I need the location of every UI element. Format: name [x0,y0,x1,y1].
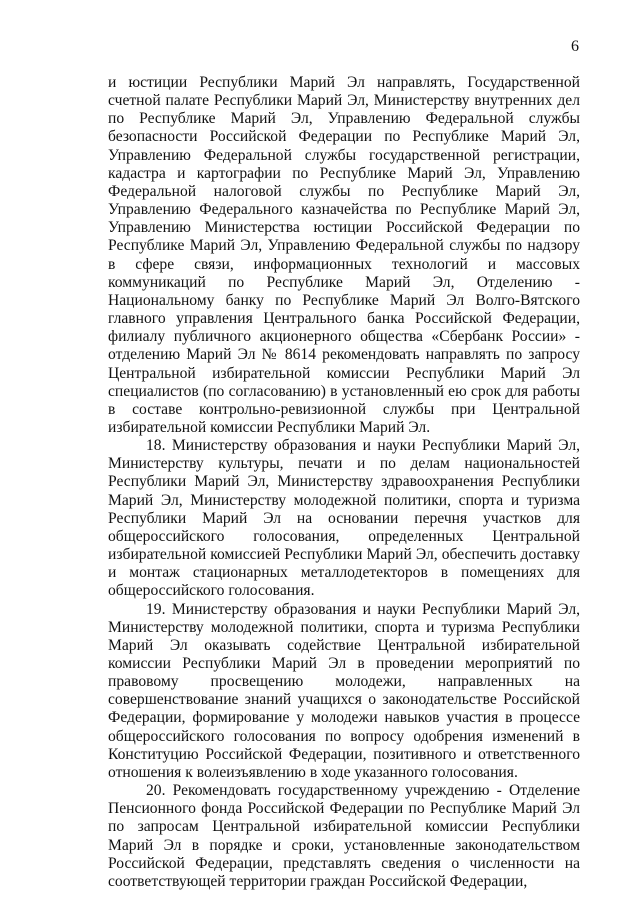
paragraph-17-continued: и юстиции Республики Марий Эл направлять, Государственной счетной палате Республики Марий Эл, Министерству внутренних дел по Республике Марий Эл, Управлению Федеральной службы безопасности Российской Федерации по Республике Марий Эл, Управлению Федеральной службы государственной регистрации, кадастра и картографии по Республике Марий Эл, Управлению Федеральной налоговой службы по Республике Марий Эл, Управлению Федерального казначейства по Республике Марий Эл, Управлению Министерства юстиции Российской Федерации по Республике Марий Эл, Управлению Федеральной службы по надзору в сфере связи, информационных технологий и массовых коммуникаций по Республике Марий Эл, Отделению - Национальному банку по Республике Марий Эл Волго-Вятского главного управления Центрального банка Российской Федерации, филиалу публичного акционерного общества «Сбербанк России» - отделению Марий Эл № 8614 рекомендовать направлять по запросу Центральной избирательной комиссии Республики Марий Эл специалистов (по согласованию) в установленный ею срок для работы в составе контрольно-ревизионной службы при Центральной избирательной комиссии Республики Марий Эл. [108,74,580,436]
paragraph-19: 19. Министерству образования и науки Республики Марий Эл, Министерству молодежной политики, спорта и туризма Республики Марий Эл оказывать содействие Центральной избирательной комиссии Республики Марий Эл в проведении мероприятий по правовому просвещению молодежи, направленных на совершенствование знаний учащихся о законодательстве Российской Федерации, формирование у молодежи навыков участия в процессе общероссийского голосования по вопросу одобрения изменений в Конституцию Российской Федерации, позитивного и ответственного отношения к волеизъявлению в ходе указанного голосования. [108,600,580,781]
document-body [108,74,580,891]
paragraph-20: 20. Рекомендовать государственному учреждению - Отделение Пенсионного фонда Российской Федерации по Республике Марий Эл по запросам Центральной избирательной комиссии Республики Марий Эл в порядке и сроки, установленные законодательством Российской Федерации, представлять сведения о численности на соответствующей территории граждан Российской Федерации, [108,782,580,890]
page-number: 6 [571,38,579,55]
paragraph-18: 18. Министерству образования и науки Республики Марий Эл, Министерству культуры, печати и по делам национальностей Республики Марий Эл, Министерству здравоохранения Республики Марий Эл, Министерству молодежной политики, спорта и туризма Республики Марий Эл на основании перечня участков для общероссийского голосования, определенных Центральной избирательной комиссией Республики Марий Эл, обеспечить доставку и монтаж стационарных металлодетекторов в помещениях для общероссийского голосования. [108,437,580,600]
